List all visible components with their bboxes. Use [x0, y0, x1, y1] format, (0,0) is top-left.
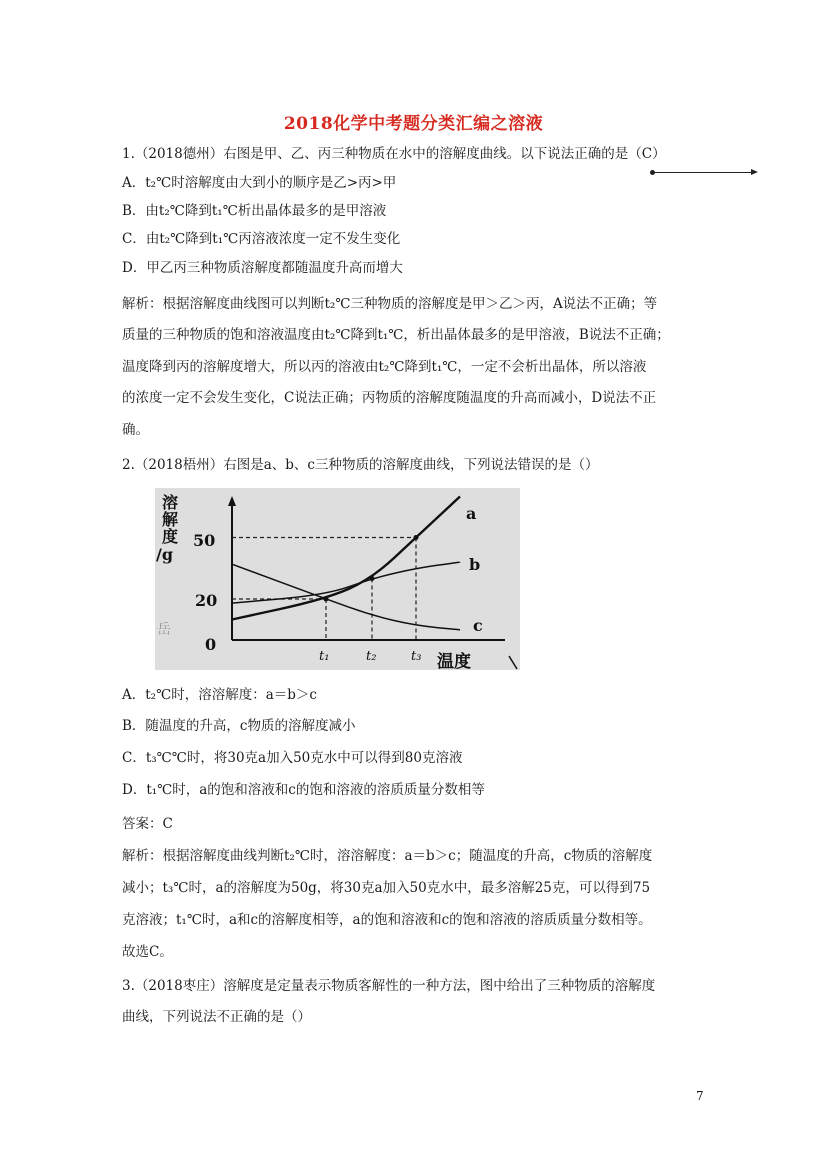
intersection-point [370, 576, 375, 581]
document-title: 2018化学中考题分类汇编之溶液 [283, 114, 544, 134]
q2-option-c: C．t₃℃℃时，将30克a加入50克水中可以得到80克溶液 [122, 750, 463, 766]
curve-c [232, 564, 460, 630]
intersection-point [414, 535, 419, 540]
q1-option-b: B．由t₂℃降到t₁℃析出晶体最多的是甲溶液 [122, 203, 387, 219]
q1-option-a: A．t₂℃时溶解度由大到小的顺序是乙>丙>甲 [122, 175, 397, 191]
q1-option-d: D．甲乙丙三种物质溶解度都随温度升高而增大 [122, 260, 403, 276]
faint-watermark: 岳 [157, 622, 171, 638]
curve-a [232, 497, 460, 620]
x-axis-title-slash [509, 656, 517, 669]
q2-analysis-line: 克溶液；t₁℃时，a和c的溶解度相等，a的饱和溶液和c的饱和溶液的溶质质量分数相等。 [122, 912, 652, 928]
q1-option-c: C．由t₂℃降到t₁℃丙溶液浓度一定不发生变化 [122, 231, 401, 247]
curve-label-a: a [466, 504, 477, 523]
x-tick-label: t₂ [366, 649, 377, 664]
q1-analysis-line: 的浓度一定不会发生变化，C说法正确；丙物质的溶解度随温度的升高而减小，D说法不正 [122, 390, 657, 406]
q3-stem-line: 曲线，下列说法不正确的是（） [122, 1009, 311, 1025]
y-axis-title-char: 解 [162, 510, 179, 529]
curve-label-c: c [473, 616, 483, 635]
q2-stem: 2.（2018梧州）右图是a、b、c三种物质的溶解度曲线，下列说法错误的是（） [122, 457, 599, 473]
x-tick-label: t₁ [319, 649, 330, 664]
y-axis-title-char: 度 [162, 527, 179, 546]
q2-analysis-line: 减小；t₃℃时，a的溶解度为50g，将30克a加入50克水中，最多溶解25克，可以得到75 [122, 880, 651, 896]
curve-b [232, 562, 460, 603]
q1-analysis-line: 解析：根据溶解度曲线图可以判断t₂℃三种物质的溶解度是甲＞乙＞丙，A说法不正确；等 [122, 296, 658, 312]
page-number: 7 [696, 1089, 704, 1103]
x-axis-title: 温度 [437, 652, 471, 670]
q1-analysis-line: 温度降到丙的溶解度增大，所以丙的溶液由t₂℃降到t₁℃，一定不会析出晶体，所以溶液 [122, 359, 647, 375]
arrow-line [652, 172, 752, 173]
q2-option-d: D．t₁℃时，a的饱和溶液和c的饱和溶液的溶质质量分数相等 [122, 782, 485, 798]
y-axis-title-char: /g [156, 545, 174, 564]
intersection-point [324, 597, 329, 602]
q2-answer: 答案：C [122, 816, 173, 832]
y-tick-label: 50 [193, 531, 216, 550]
x-tick-label: t₃ [411, 649, 422, 664]
y-axis-arrowhead [228, 496, 236, 506]
q2-option-b: B．随温度的升高，c物质的溶解度减小 [122, 718, 356, 734]
q1-stem: 1.（2018德州）右图是甲、乙、丙三种物质在水中的溶解度曲线。以下说法正确的是（C） [122, 146, 666, 162]
q3-stem-line: 3.（2018枣庄）溶解度是定量表示物质客解性的一种方法，图中给出了三种物质的溶解度 [122, 978, 656, 994]
curve-label-b: b [469, 555, 481, 574]
q2-analysis-line: 故选C。 [122, 944, 173, 960]
solubility-curve-figure [155, 488, 520, 670]
q1-analysis-line: 确。 [122, 422, 149, 438]
y-tick-label: 20 [195, 591, 218, 610]
q2-option-a: A．t₂℃时，溶溶解度：a＝b＞c [122, 687, 317, 703]
y-axis-title-char: 溶 [162, 493, 179, 512]
q1-analysis-line: 质量的三种物质的饱和溶液温度由t₂℃降到t₁℃，析出晶体最多的是甲溶液，B说法不正确； [122, 327, 670, 343]
y-tick-label: 0 [205, 635, 217, 654]
q2-analysis-line: 解析：根据溶解度曲线判断t₂℃时，溶溶解度：a＝b＞c；随温度的升高，c物质的溶解度 [122, 848, 653, 864]
solubility-chart [155, 488, 520, 670]
